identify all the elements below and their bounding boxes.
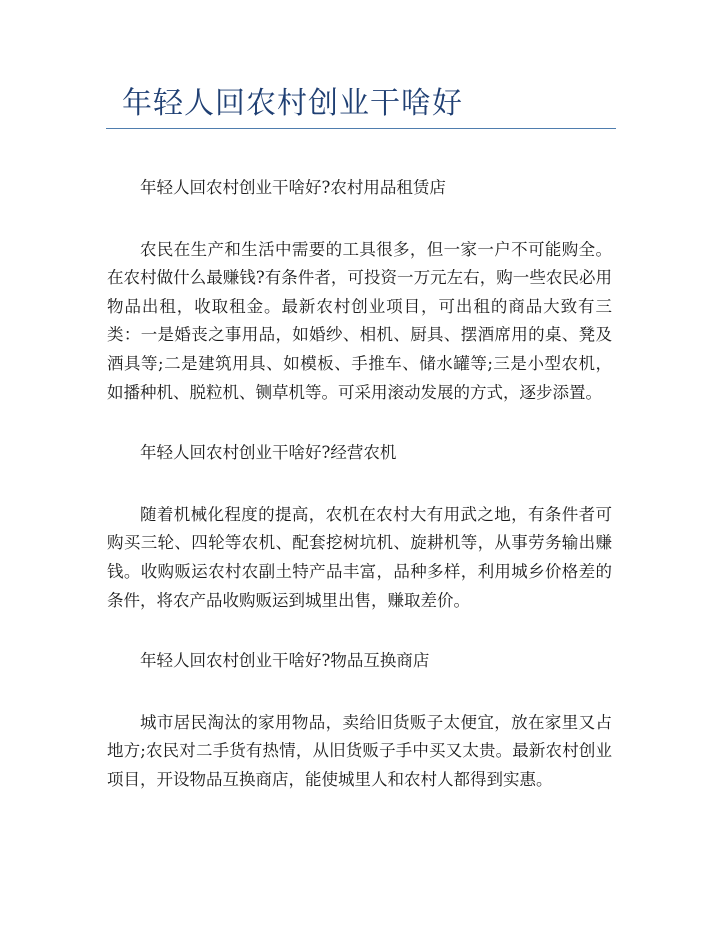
section-heading-rental-shop: 年轻人回农村创业干啥好?农村用品租赁店: [140, 178, 446, 197]
section-heading-farm-machinery: 年轻人回农村创业干啥好?经营农机: [140, 443, 397, 463]
section-body-exchange-store: 城市居民淘汰的家用物品，卖给旧货贩子太便宜，放在家里又占地方;农民对二手货有热情，从旧货贩子手中买又太贵。最新农村创业项目，开设物品互换商店，能使城里人和农村人都得到实惠。: [107, 712, 612, 789]
title-underline: [106, 128, 616, 129]
document-body: [107, 174, 612, 795]
page-title: 年轻人回农村创业干啥好: [122, 86, 463, 121]
section-body-rental-shop: 农民在生产和生活中需要的工具很多，但一家一户不可能购全。在农村做什么最赚钱?有条件者，可投资一万元左右，购一些农民必用物品出租，收取租金。最新农村创业项目，可出租的商品大致有三类：一是婚丧之事用品，如婚纱、相机、厨具、摆酒席用的桌、凳及酒具等;二是建筑用具、如模板、手推车、储水罐等;三是小型农机，如播种机、脱粒机、铡草机等。可采用滚动发展的方式，逐步添置。: [107, 239, 612, 402]
section-heading-exchange-store: 年轻人回农村创业干啥好?物品互换商店: [140, 651, 430, 671]
section-body-farm-machinery: 随着机械化程度的提高，农机在农村大有用武之地，有条件者可购买三轮、四轮等农机、配套挖树坑机、旋耕机等，从事劳务输出赚钱。收购贩运农村农副土特产品丰富，品种多样，利用城乡价格差的条件，将农产品收购贩运到城里出售，赚取差价。: [107, 504, 612, 610]
